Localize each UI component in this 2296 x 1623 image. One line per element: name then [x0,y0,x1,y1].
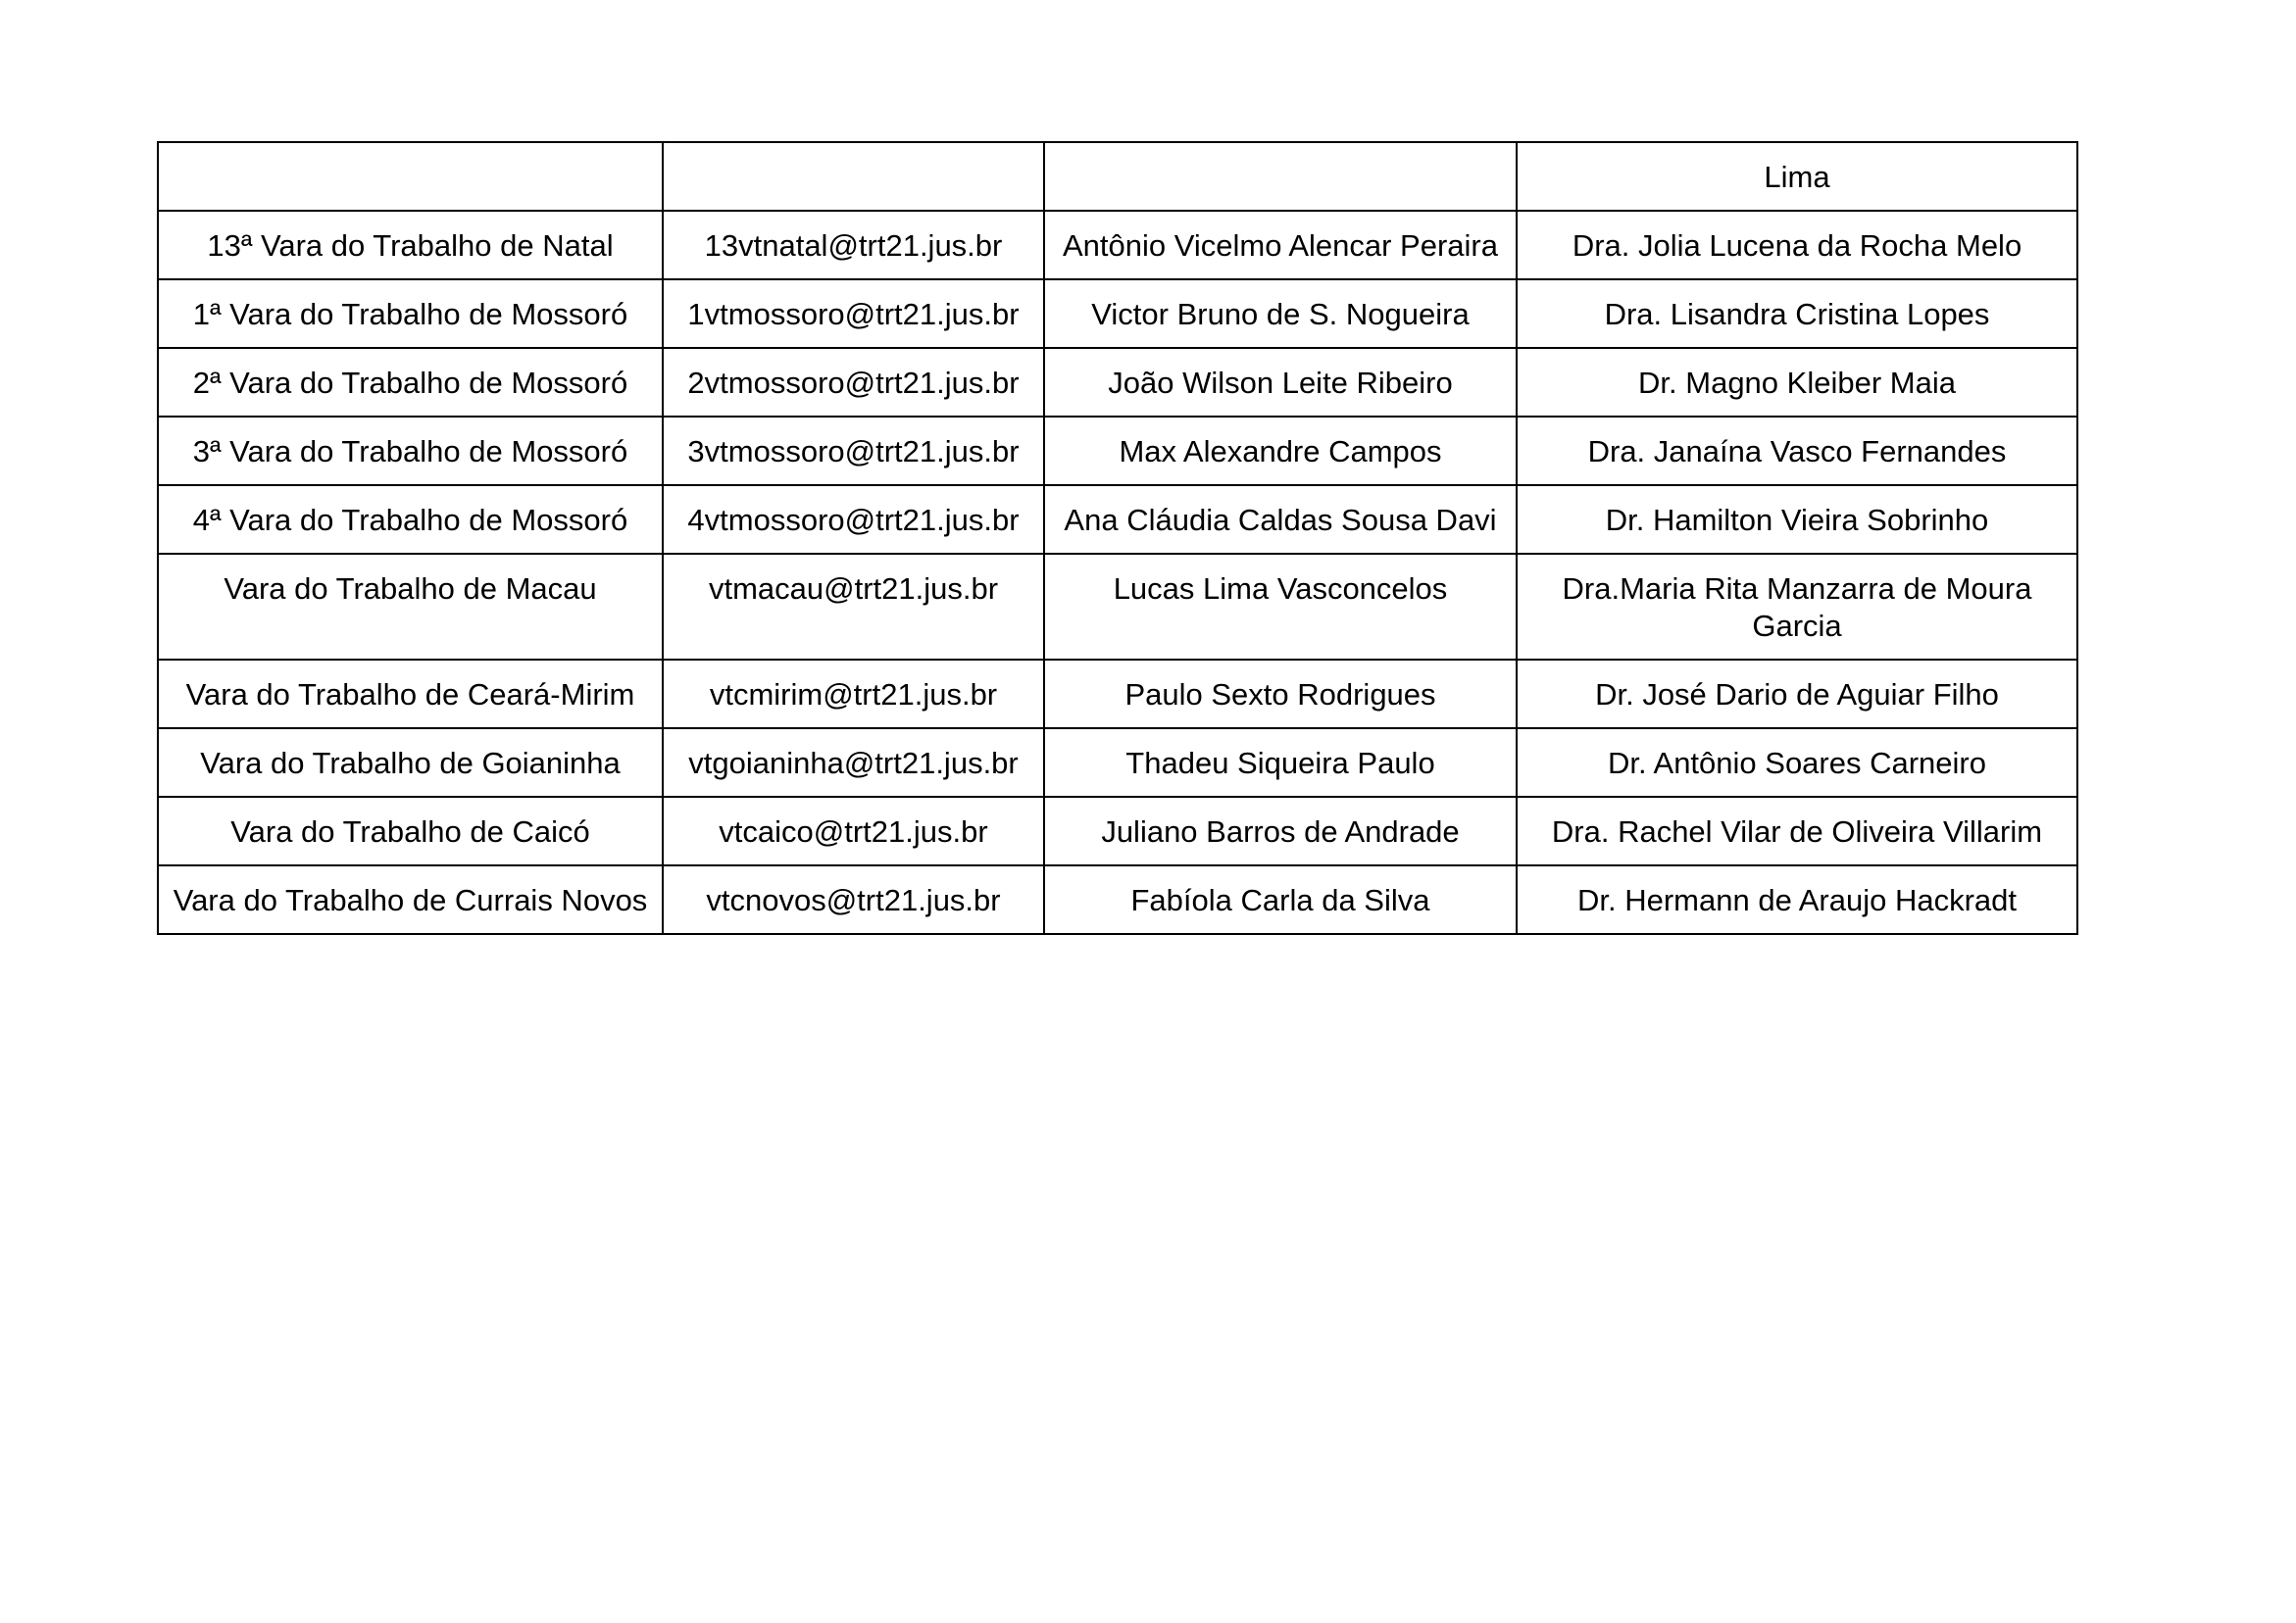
cell-juiz: Dra.Maria Rita Manzarra de Moura Garcia [1517,554,2077,660]
table-row [158,660,2077,728]
cell-email [663,142,1044,211]
cell-juiz: Dra. Rachel Vilar de Oliveira Villarim [1517,797,2077,865]
cell-servidor: Fabíola Carla da Silva [1044,865,1517,934]
cell-email: vtgoianinha@trt21.jus.br [663,728,1044,797]
cell-vara: 4ª Vara do Trabalho de Mossoró [158,485,663,554]
cell-email: vtcmirim@trt21.jus.br [663,660,1044,728]
cell-email: vtcnovos@trt21.jus.br [663,865,1044,934]
cell-juiz: Lima [1517,142,2077,211]
table-row [158,279,2077,348]
cell-juiz: Dr. José Dario de Aguiar Filho [1517,660,2077,728]
vara-contacts-table [157,141,2078,935]
cell-email: 4vtmossoro@trt21.jus.br [663,485,1044,554]
cell-email: 2vtmossoro@trt21.jus.br [663,348,1044,417]
table-row [158,348,2077,417]
cell-email: 1vtmossoro@trt21.jus.br [663,279,1044,348]
cell-servidor: Thadeu Siqueira Paulo [1044,728,1517,797]
cell-juiz: Dr. Hermann de Araujo Hackradt [1517,865,2077,934]
cell-vara: Vara do Trabalho de Goianinha [158,728,663,797]
cell-vara: 2ª Vara do Trabalho de Mossoró [158,348,663,417]
cell-vara: Vara do Trabalho de Ceará-Mirim [158,660,663,728]
cell-vara [158,142,663,211]
cell-vara: 13ª Vara do Trabalho de Natal [158,211,663,279]
table-row [158,417,2077,485]
cell-servidor [1044,142,1517,211]
cell-vara: 3ª Vara do Trabalho de Mossoró [158,417,663,485]
cell-vara: Vara do Trabalho de Caicó [158,797,663,865]
cell-vara: Vara do Trabalho de Currais Novos [158,865,663,934]
cell-vara: 1ª Vara do Trabalho de Mossoró [158,279,663,348]
cell-servidor: João Wilson Leite Ribeiro [1044,348,1517,417]
table-row [158,865,2077,934]
cell-juiz: Dr. Magno Kleiber Maia [1517,348,2077,417]
table-row [158,211,2077,279]
table-row [158,797,2077,865]
cell-servidor: Victor Bruno de S. Nogueira [1044,279,1517,348]
cell-juiz: Dr. Antônio Soares Carneiro [1517,728,2077,797]
cell-email: vtcaico@trt21.jus.br [663,797,1044,865]
cell-email: 3vtmossoro@trt21.jus.br [663,417,1044,485]
cell-servidor: Ana Cláudia Caldas Sousa Davi [1044,485,1517,554]
cell-servidor: Juliano Barros de Andrade [1044,797,1517,865]
cell-servidor: Antônio Vicelmo Alencar Peraira [1044,211,1517,279]
table-row [158,554,2077,660]
cell-juiz: Dr. Hamilton Vieira Sobrinho [1517,485,2077,554]
cell-servidor: Lucas Lima Vasconcelos [1044,554,1517,660]
cell-juiz: Dra. Janaína Vasco Fernandes [1517,417,2077,485]
table-row [158,485,2077,554]
table-row-continued [158,142,2077,211]
cell-email: 13vtnatal@trt21.jus.br [663,211,1044,279]
cell-servidor: Max Alexandre Campos [1044,417,1517,485]
cell-juiz: Dra. Jolia Lucena da Rocha Melo [1517,211,2077,279]
cell-servidor: Paulo Sexto Rodrigues [1044,660,1517,728]
cell-juiz: Dra. Lisandra Cristina Lopes [1517,279,2077,348]
cell-vara: Vara do Trabalho de Macau [158,554,663,660]
table-row [158,728,2077,797]
cell-email: vtmacau@trt21.jus.br [663,554,1044,660]
